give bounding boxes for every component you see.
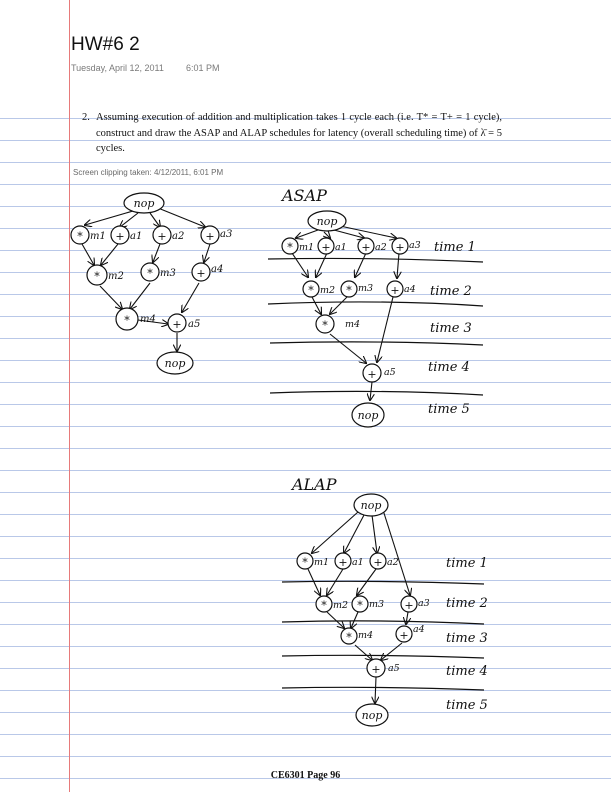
- op-name: a5: [188, 319, 201, 330]
- op-symbol: *: [124, 314, 130, 327]
- op-name: m3: [369, 599, 385, 610]
- op-symbol: *: [302, 556, 308, 569]
- time-label: time 5: [428, 402, 470, 417]
- op-name: a1: [130, 231, 143, 242]
- op-name: a2: [172, 231, 185, 242]
- time-label: time 1: [446, 556, 488, 571]
- time-label: time 2: [446, 596, 488, 611]
- nop-label: nop: [316, 215, 338, 228]
- op-symbol: +: [399, 629, 409, 642]
- time-label: time 2: [430, 284, 472, 299]
- op-name: m4: [345, 319, 361, 330]
- time-label: time 4: [446, 664, 488, 679]
- op-name: m1: [314, 557, 330, 568]
- op-name: a3: [418, 598, 430, 609]
- page-time: 6:01 PM: [186, 63, 220, 73]
- op-symbol: +: [361, 241, 371, 254]
- time-label: time 1: [434, 240, 476, 255]
- op-symbol: *: [322, 319, 328, 332]
- op-symbol: *: [308, 284, 314, 297]
- op-symbol: *: [77, 230, 83, 243]
- alap-title: ALAP: [292, 475, 337, 494]
- op-name: a4: [413, 624, 425, 635]
- nop-label: nop: [361, 709, 383, 722]
- op-name: m2: [320, 285, 336, 296]
- op-symbol: +: [373, 556, 383, 569]
- op-name: m2: [108, 271, 124, 282]
- op-name: m4: [140, 314, 156, 325]
- op-symbol: *: [346, 284, 352, 297]
- page-footer: CE6301 Page 96: [270, 770, 341, 781]
- op-name: a5: [384, 367, 396, 378]
- op-name: a3: [220, 229, 233, 240]
- op-symbol: +: [371, 663, 381, 676]
- op-name: a2: [387, 557, 399, 568]
- asap-schedule: [280, 186, 476, 427]
- op-name: m3: [358, 283, 374, 294]
- op-symbol: +: [321, 241, 331, 254]
- op-name: a1: [352, 557, 364, 568]
- problem-text: Assuming execution of addition and multiplication takes 1 cycle each (i.e. T* = T+ = 1 cycle), construct and draw the ASAP and ALAP schedules for latency (overall scheduling time) of λ̄ = 5 cycles.: [96, 112, 502, 154]
- op-name: m2: [333, 600, 349, 611]
- nop-label: nop: [133, 197, 155, 210]
- op-symbol: +: [115, 230, 125, 243]
- op-symbol: *: [287, 241, 293, 254]
- op-symbol: *: [346, 631, 352, 644]
- nop-label: nop: [357, 409, 379, 422]
- asap-title: ASAP: [282, 186, 327, 205]
- op-name: m3: [160, 268, 176, 279]
- dfg-original: [71, 193, 232, 374]
- op-symbol: *: [94, 270, 100, 283]
- op-symbol: +: [395, 241, 405, 254]
- op-symbol: +: [390, 284, 400, 297]
- op-symbol: +: [172, 318, 182, 331]
- op-name: a5: [388, 663, 400, 674]
- op-symbol: +: [157, 230, 167, 243]
- page-title: HW#6 2: [71, 34, 140, 55]
- op-symbol: *: [321, 599, 327, 612]
- op-name: m4: [358, 630, 374, 641]
- op-name: a3: [409, 240, 421, 251]
- time-label: time 5: [446, 698, 488, 713]
- op-symbol: +: [205, 230, 215, 243]
- op-symbol: +: [196, 267, 206, 280]
- time-label: time 3: [430, 321, 472, 336]
- alap-schedule: [290, 475, 488, 726]
- nop-label: nop: [164, 357, 186, 370]
- op-name: m1: [90, 231, 106, 242]
- page-date: Tuesday, April 12, 2011: [71, 63, 164, 73]
- op-symbol: +: [404, 599, 414, 612]
- problem-number: 2.: [82, 112, 90, 123]
- op-symbol: *: [147, 267, 153, 280]
- time-label: time 4: [428, 360, 470, 375]
- op-name: a2: [375, 242, 387, 253]
- time-label: time 3: [446, 631, 488, 646]
- op-name: a4: [211, 264, 224, 275]
- op-symbol: +: [367, 368, 377, 381]
- op-name: a4: [404, 284, 416, 295]
- op-name: m1: [299, 242, 315, 253]
- op-symbol: +: [338, 556, 348, 569]
- op-symbol: *: [357, 599, 363, 612]
- screen-clipping-note: Screen clipping taken: 4/12/2011, 6:01 PM: [73, 168, 224, 177]
- nop-label: nop: [360, 499, 382, 512]
- op-name: a1: [335, 242, 347, 253]
